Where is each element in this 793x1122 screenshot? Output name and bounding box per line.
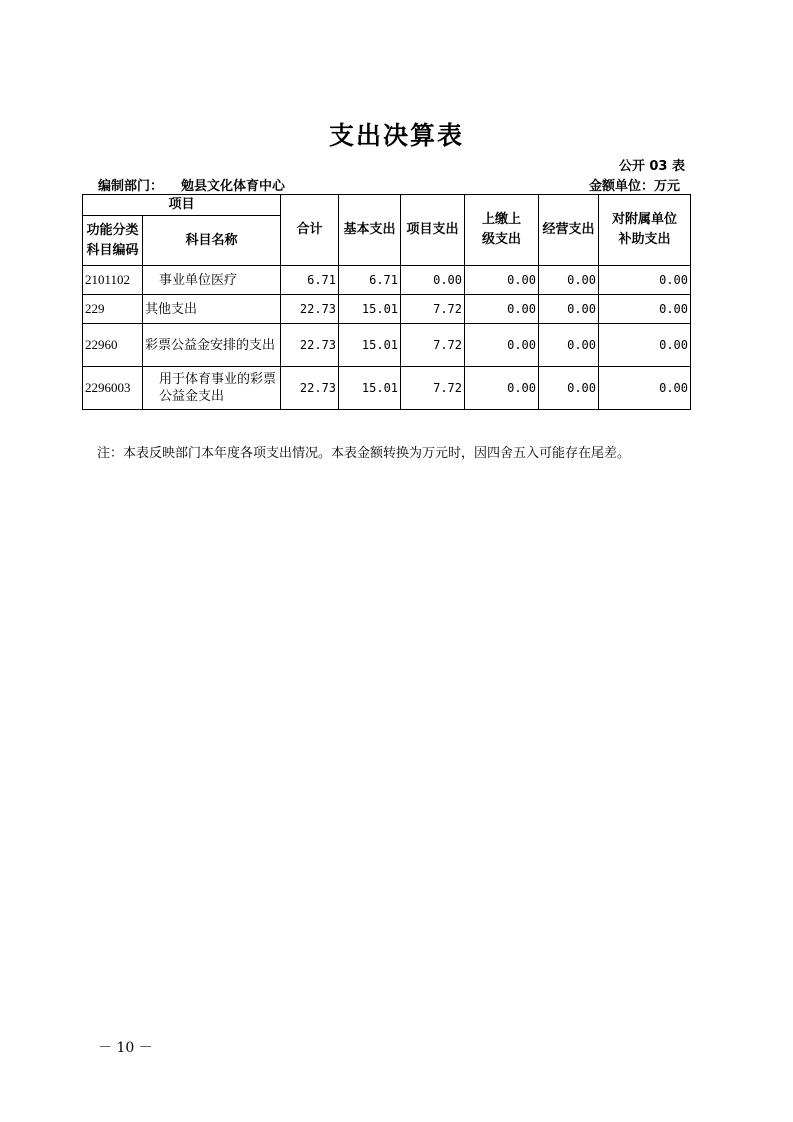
table-note: 注：本表反映部门本年度各项支出情况。本表金额转换为万元时，因四舍五入可能存在尾差。 [97, 446, 631, 461]
cell-code: 22960 [83, 324, 143, 367]
cell-business: 0.00 [539, 295, 599, 324]
cell-total: 6.71 [281, 266, 339, 295]
table-row [83, 266, 691, 295]
cell-subsidy: 0.00 [599, 266, 691, 295]
cell-code: 229 [83, 295, 143, 324]
amount-unit: 金额单位：万元 [588, 179, 680, 194]
header-upper: 上缴上级支出 [465, 195, 539, 266]
cell-upper: 0.00 [465, 295, 539, 324]
header-func-code: 功能分类科目编码 [83, 216, 143, 266]
header-total: 合计 [281, 195, 339, 266]
header-project: 项目 [83, 195, 281, 216]
cell-upper: 0.00 [465, 324, 539, 367]
cell-total: 22.73 [281, 295, 339, 324]
cell-business: 0.00 [539, 367, 599, 410]
page-title: 支出决算表 [328, 121, 464, 150]
page-number: － 10 － [98, 1040, 153, 1056]
cell-name: 其他支出 [143, 295, 281, 324]
header-business: 经营支出 [539, 195, 599, 266]
cell-name: 彩票公益金安排的支出 [143, 324, 281, 367]
cell-upper: 0.00 [465, 266, 539, 295]
cell-project: 7.72 [401, 367, 465, 410]
cell-business: 0.00 [539, 324, 599, 367]
cell-upper: 0.00 [465, 367, 539, 410]
cell-subsidy: 0.00 [599, 324, 691, 367]
cell-total: 22.73 [281, 367, 339, 410]
table-row [83, 295, 691, 324]
cell-basic: 15.01 [339, 295, 401, 324]
cell-basic: 6.71 [339, 266, 401, 295]
cell-project: 0.00 [401, 266, 465, 295]
table-row [83, 324, 691, 367]
cell-basic: 15.01 [339, 324, 401, 367]
cell-total: 22.73 [281, 324, 339, 367]
cell-basic: 15.01 [339, 367, 401, 410]
cell-business: 0.00 [539, 266, 599, 295]
department-label: 编制部门： [98, 179, 164, 194]
expenditure-table [82, 194, 691, 410]
cell-code: 2296003 [83, 367, 143, 410]
table-row [83, 367, 691, 410]
cell-project: 7.72 [401, 295, 465, 324]
department-value: 勉县文化体育中心 [181, 179, 286, 194]
meta-row [82, 175, 690, 193]
cell-code: 2101102 [83, 266, 143, 295]
cell-subsidy: 0.00 [599, 367, 691, 410]
cell-name: 事业单位医疗 [143, 266, 281, 295]
header-project-exp: 项目支出 [401, 195, 465, 266]
header-subject-name: 科目名称 [143, 216, 281, 266]
cell-name: 用于体育事业的彩票公益金支出 [143, 367, 281, 410]
header-subsidy: 对附属单位补助支出 [599, 195, 691, 266]
cell-project: 7.72 [401, 324, 465, 367]
department [98, 175, 285, 194]
form-number: 公开 03 表 [618, 159, 685, 174]
header-basic: 基本支出 [339, 195, 401, 266]
cell-subsidy: 0.00 [599, 295, 691, 324]
